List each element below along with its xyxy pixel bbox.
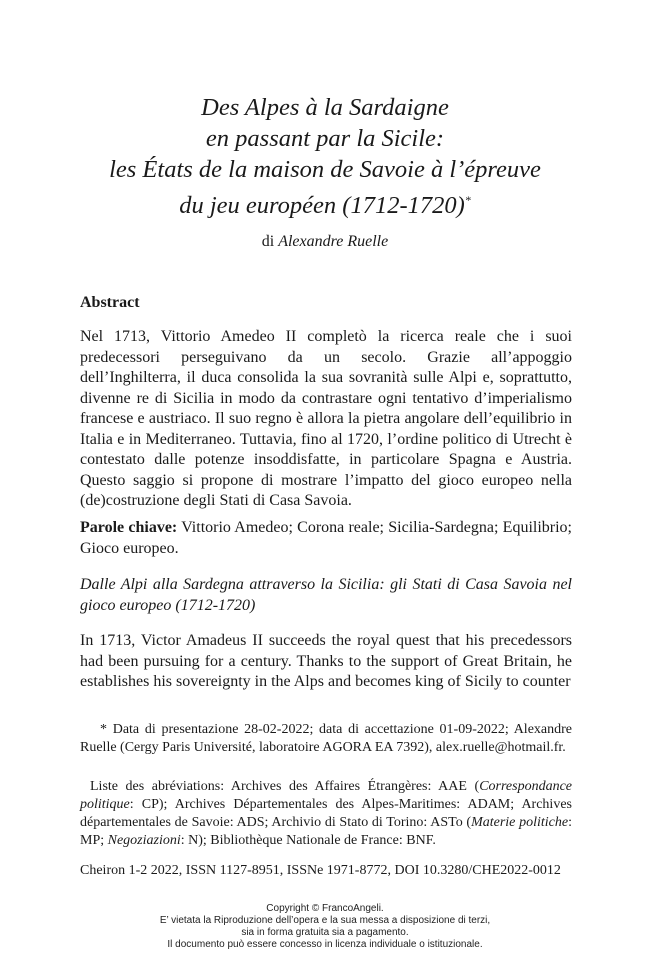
copyright-notice xyxy=(0,903,650,951)
abstract-english: In 1713, Victor Amadeus II succeeds the royal quest that his precedessors had been pursuing for a century. Thanks to the support of Great Britain, he establishes his sovereignty in the Alps and becomes king of Sicily to counter xyxy=(80,632,572,690)
keywords-text: Vittorio Amedeo; Corona reale; Sicilia-Sardegna; Equilibrio; Gioco europeo. xyxy=(80,519,572,557)
title-line: Des Alpes à la Sardaigne xyxy=(201,94,449,121)
byline xyxy=(0,233,650,251)
title-line: en passant par la Sicile: xyxy=(205,125,445,152)
abstract-heading: Abstract xyxy=(80,294,140,311)
note-italic: Negoziazioni xyxy=(107,833,181,848)
keywords-label: Parole chiave: xyxy=(80,519,178,536)
note-text: : CP); Archives Départementales des Alpes-Maritimes: ADAM; Archives départementales de Savoie: ADS; Archivio di Stato di Torino: ASTo ( xyxy=(80,797,572,830)
italian-title: Dalle Alpi alla Sardegna attraverso la Sicilia: gli Stati di Casa Savoia nel gioco europeo (1712-1720) xyxy=(80,576,572,614)
abstract-italian: Nel 1713, Vittorio Amedeo II completò la ricerca reale che i suoi predecessori perseguivano da un secolo. Grazie all’appoggio dell’Inghilterra, il duca consolida la sua sovranità sulle Alpi e, soprattutto, divenne re di Sicilia in modo da contrastare ogni tentativo d’imperialismo francese e austriaco. Il suo regno è allora la pietra angolare dell’equilibrio in Italia e in Mediterraneo. Tuttavia, fino al 1720, l’ordine politico di Utrecht è contestato dalle potenze insoddisfatte, in particolare Spagna e Austria. Questo saggio si propone di mostrare l’impatto del gioco europeo nella (de)costruzione degli Stati di Casa Savoia. xyxy=(80,328,572,509)
title-line: les États de la maison de Savoie à l’épreuve xyxy=(109,156,541,183)
copyright-line: E’ vietata la Riproduzione dell’opera e la sua messa a disposizione di terzi, xyxy=(159,915,491,926)
copyright-line: sia in forma gratuita sia a pagamento. xyxy=(241,927,409,938)
article-title xyxy=(40,92,610,221)
keywords xyxy=(80,518,572,559)
footnote-marker: * xyxy=(464,193,471,207)
title-line-text: du jeu européen (1712-1720) xyxy=(179,192,465,220)
note-text: Liste des abréviations: Archives des Affaires Étrangères: AAE ( xyxy=(90,779,480,794)
byline-prefix: di xyxy=(261,233,275,250)
note-text: : N); Bibliothèque Nationale de France: BNF. xyxy=(180,833,436,848)
note-italic: Correspondance politique xyxy=(80,779,572,812)
copyright-line: Il documento può essere concesso in licenza individuale o istituzionale. xyxy=(167,939,483,950)
title-line xyxy=(40,185,610,221)
note-italic: Materie politiche xyxy=(471,815,569,830)
copyright-line: Copyright © FrancoAngeli. xyxy=(266,903,384,914)
author-name: Alexandre Ruelle xyxy=(278,233,389,250)
footnote-abbreviations xyxy=(80,778,572,850)
journal-citation: Cheiron 1-2 2022, ISSN 1127-8951, ISSNe 1971-8772, DOI 10.3280/CHE2022-0012 xyxy=(80,863,561,878)
footnote-submission: * Data di presentazione 28-02-2022; data di accettazione 01-09-2022; Alexandre Ruelle (Cergy Paris Université, laboratoire AGORA EA 7392), alex.ruelle@hotmail.fr. xyxy=(80,722,572,755)
note-text: : MP; xyxy=(80,815,572,848)
